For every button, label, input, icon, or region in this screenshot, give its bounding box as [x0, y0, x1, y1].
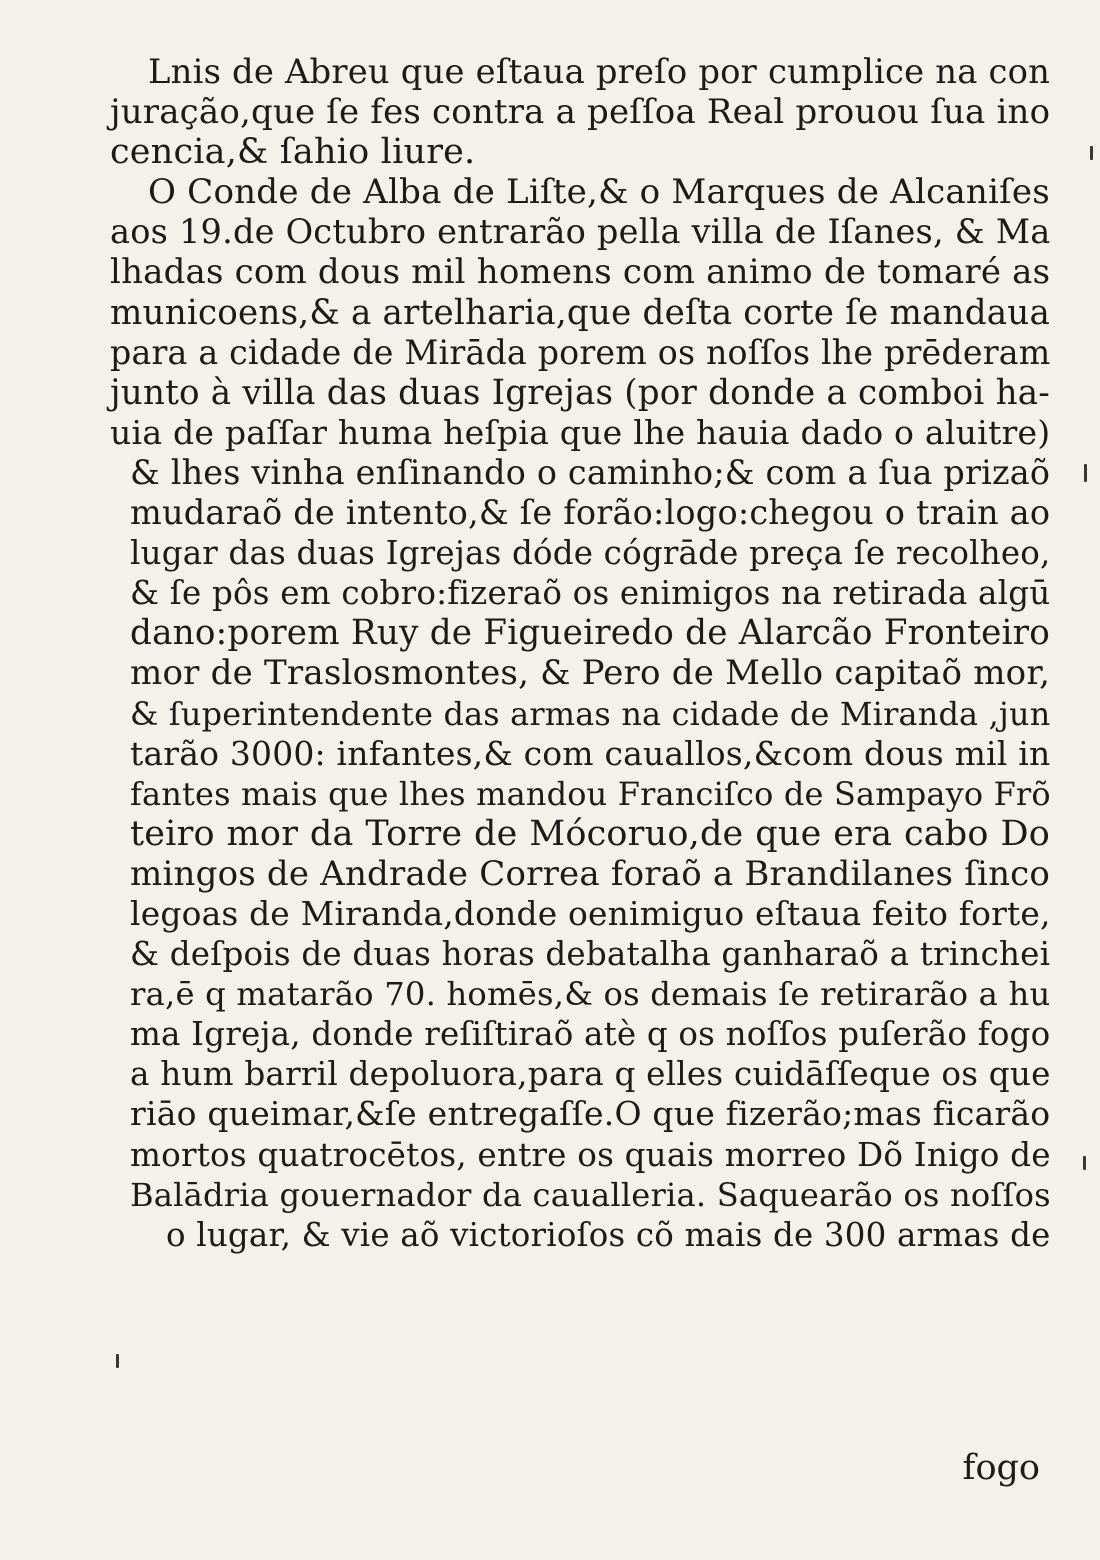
- text-line: cencia,& ſahio liure.: [110, 132, 476, 173]
- text-line: fantes mais que lhes mandou Franciſco de Sampayo Frõ: [130, 774, 1051, 813]
- text-line: tarão 3000: infantes,& com cauallos,&com dous mil in: [130, 733, 1051, 773]
- text-line: mor de Traslosmontes, & Pero de Mello capitaõ mor,: [130, 653, 1051, 694]
- text-line: o lugar, & vie aõ victorioſos cõ mais de 300 armas de: [166, 1215, 1051, 1254]
- text-line: dano:porem Ruy de Figueiredo de Alarcão Fronteiro: [130, 613, 1050, 654]
- text-line: & ſuperintendente das armas na cidade de Miranda ,jun: [130, 694, 1051, 733]
- text-line: para a cidade de Mirāda porem os noſſos lhe prēderam: [110, 332, 1051, 372]
- text-line: juração,que ſe fes contra a peſſoa Real prouou ſua ino: [110, 92, 1051, 133]
- text-line: O Conde de Alba de Liſte,& o Marques de Alcaniſes: [148, 172, 1050, 213]
- margin-mark: [1090, 146, 1093, 160]
- text-line: junto à villa das duas Igrejas (por donde a comboi ha-: [110, 372, 1050, 413]
- text-line: ma Igreja, donde reſiſtiraõ atè q os noſſos puſerão fogo: [130, 1015, 1051, 1054]
- text-line: Balādria gouernador da caualleria. Saquearão os noſſos: [130, 1175, 1051, 1214]
- text-line: mudaraõ de intento,& ſe forão:logo:chegou o train ao: [130, 493, 1051, 533]
- text-line: ra,ē q matarão 70. homēs,& os demais ſe retirarão a hu: [130, 975, 1051, 1014]
- text-line: & deſpois de duas horas debatalha ganharaõ a trinchei: [130, 935, 1051, 974]
- text-line: a hum barril depoluora,para q elles cuidāſſeque os que: [130, 1055, 1051, 1094]
- text-line: mortos quatrocētos, entre os quais morreo Dõ Inigo de: [130, 1135, 1051, 1174]
- margin-mark: [1083, 1156, 1086, 1170]
- text-line: Lnis de Abreu que eſtaua preſo por cumplice na con: [148, 52, 1051, 91]
- text-line: aos 19.de Octubro entrarão pella villa de Iſanes, & Ma: [110, 212, 1051, 252]
- text-line: municoens,& a artelharia,que deſta corte ſe mandaua: [110, 292, 1050, 333]
- margin-mark: [1084, 464, 1087, 482]
- text-line: & ſe pôs em cobro:fizeraõ os enimigos na retirada algū: [130, 574, 1051, 613]
- catchword: fogo: [962, 1448, 1040, 1488]
- text-line: lhadas com dous mil homens com animo de tomaré as: [110, 252, 1051, 293]
- text-line: legoas de Miranda,donde oenimiguo eſtaua feito forte,: [130, 893, 1051, 933]
- text-line: & lhes vinha enſinando o caminho;& com a ſua prizaõ: [130, 452, 1051, 492]
- text-line: lugar das duas Igrejas dóde cógrāde preça ſe recolheo,: [130, 534, 1051, 573]
- body-text: [110, 52, 1050, 1255]
- text-line: riāo queimar,&ſe entregaſſe.O que fizerão;mas ficarão: [130, 1094, 1051, 1134]
- text-line: mingos de Andrade Correa foraõ a Brandilanes ſinco: [130, 853, 1051, 894]
- margin-mark: [116, 1354, 119, 1368]
- text-line: teiro mor da Torre de Mócoruo,de que era cabo Do: [130, 813, 1050, 854]
- text-line: uia de paſſar huma heſpia que lhe hauia dado o aluitre): [110, 412, 1051, 452]
